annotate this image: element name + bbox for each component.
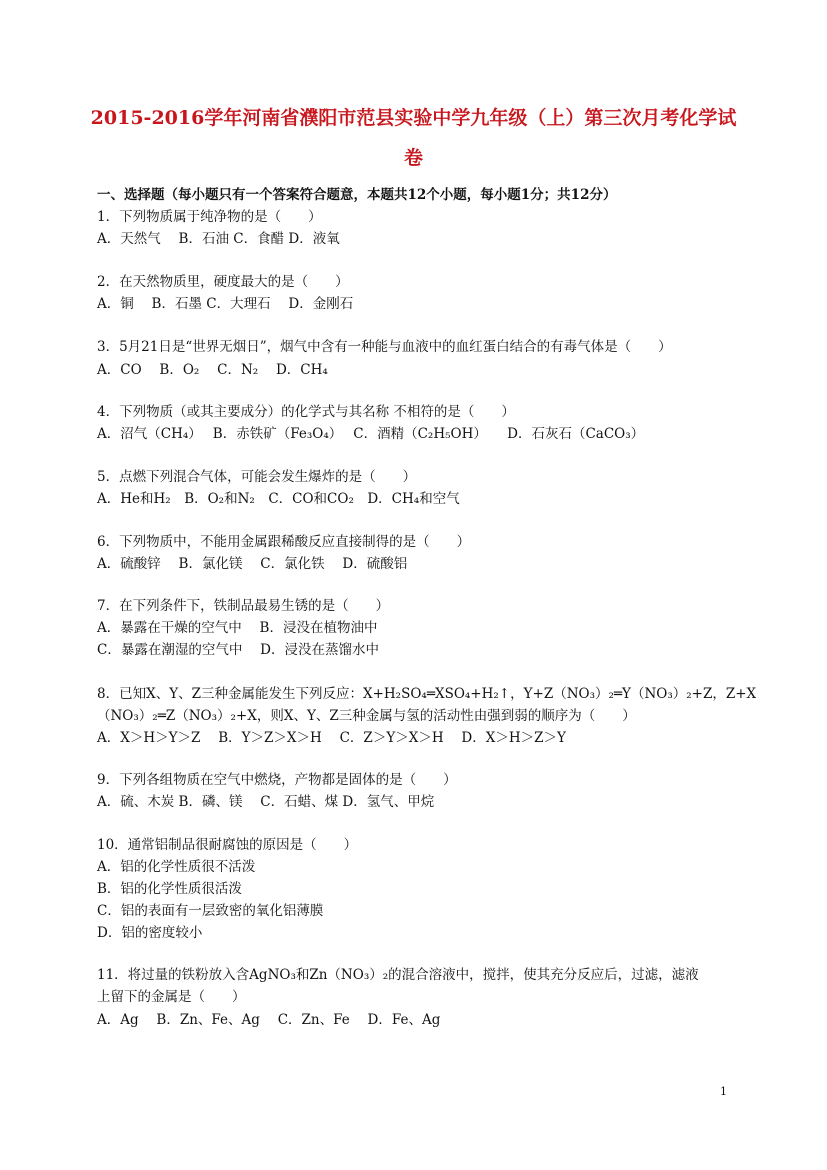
question-3-options: A．CO B．O₂ C．N₂ D．CH₄ <box>97 362 328 378</box>
question-7-options-ab: A．暴露在干燥的空气中 B．浸没在植物油中 <box>97 620 378 636</box>
question-10-option-a: A．铝的化学性质很不活泼 <box>97 859 256 875</box>
section-heading: 一、选择题（每小题只有一个答案符合题意，本题共12个小题，每小题1分；共12分） <box>97 187 617 203</box>
page-title-line1: 2015-2016学年河南省濮阳市范县实验中学九年级（上）第三次月考化学试 <box>90 107 737 129</box>
question-1-stem: 1．下列物质属于纯净物的是（ ） <box>97 209 322 225</box>
question-2-options: A．铜 B．石墨 C．大理石 D．金刚石 <box>97 296 354 312</box>
question-3-stem: 3．5月21日是“世界无烟日”，烟气中含有一种能与血液中的血红蛋白结合的有毒气体是（ ） <box>97 339 672 355</box>
question-11-stem-continued: 上留下的金属是（ ） <box>97 989 246 1005</box>
question-8-options: A．X＞H＞Y＞Z B．Y＞Z＞X＞H C．Z＞Y＞X＞H D．X＞H＞Z＞Y <box>97 730 566 746</box>
question-1-options: A．天然气 B．石油 C．食醋 D．液氧 <box>97 231 340 247</box>
question-4-stem: 4．下列物质（或其主要成分）的化学式与其名称 不相符的是（ ） <box>97 404 515 420</box>
question-5-options: A．He和H₂ B．O₂和N₂ C．CO和CO₂ D．CH₄和空气 <box>97 491 460 507</box>
question-8-stem-continued: （NO₃）₂═Z（NO₃）₂+X，则X、Y、Z三种金属与氢的活动性由强到弱的顺序为（ ） <box>97 708 636 724</box>
question-2-stem: 2．在天然物质里，硬度最大的是（ ） <box>97 274 349 290</box>
question-9-options: A．硫、木炭 B．磷、镁 C．石蜡、煤 D．氢气、甲烷 <box>97 794 435 810</box>
question-10-option-d: D．铝的密度较小 <box>97 925 203 941</box>
question-10-stem: 10．通常铝制品很耐腐蚀的原因是（ ） <box>97 837 358 853</box>
page-number: 1 <box>720 1085 727 1098</box>
question-6-stem: 6．下列物质中，不能用金属跟稀酸反应直接制得的是（ ） <box>97 534 471 550</box>
question-5-stem: 5．点燃下列混合气体，可能会发生爆炸的是（ ） <box>97 469 417 485</box>
question-8-stem: 8．已知X、Y、Z三种金属能发生下列反应：X+H₂SO₄═XSO₄+H₂↑，Y+Z（NO₃）₂═Y（NO₃）₂+Z，Z+X <box>97 686 757 702</box>
question-7-stem: 7．在下列条件下，铁制品最易生锈的是（ ） <box>97 598 390 614</box>
question-10-option-b: B．铝的化学性质很活泼 <box>97 881 242 897</box>
question-11-stem: 11．将过量的铁粉放入含AgNO₃和Zn（NO₃）₂的混合溶液中，搅拌，使其充分反应后，过滤，滤液 <box>97 967 699 983</box>
question-4-options: A．沼气（CH₄） B．赤铁矿（Fe₃O₄） C．酒精（C₂H₅OH） D．石灰石（CaCO₃） <box>97 426 645 442</box>
question-7-options-cd: C．暴露在潮湿的空气中 D．浸没在蒸馏水中 <box>97 642 379 658</box>
question-10-option-c: C．铝的表面有一层致密的氧化铝薄膜 <box>97 903 324 919</box>
question-6-options: A．硫酸锌 B．氯化镁 C．氯化铁 D．硫酸铝 <box>97 556 408 572</box>
page-title-line2: 卷 <box>403 147 423 169</box>
question-11-options: A．Ag B．Zn、Fe、Ag C．Zn、Fe D．Fe、Ag <box>97 1012 441 1028</box>
question-9-stem: 9．下列各组物质在空气中燃烧，产物都是固体的是（ ） <box>97 772 457 788</box>
